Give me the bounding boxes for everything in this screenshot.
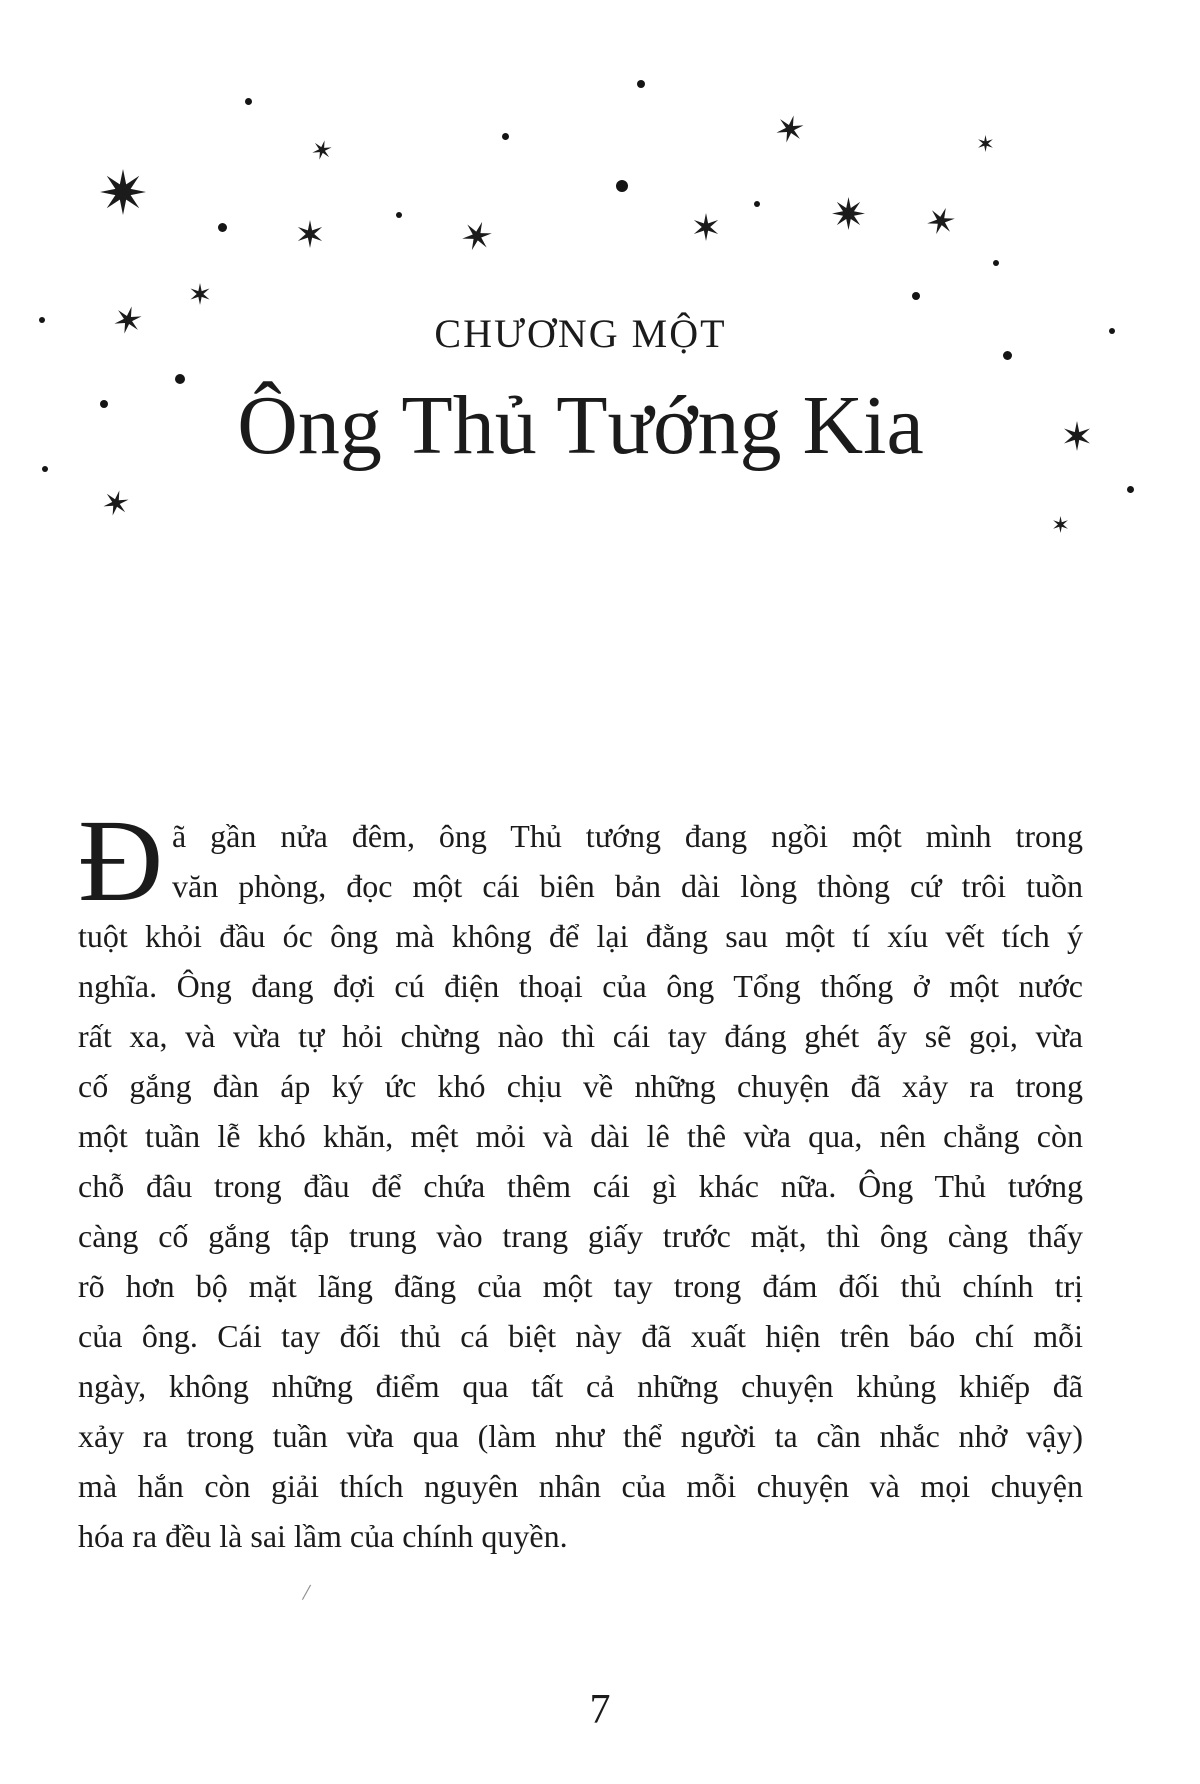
slash-mark: / (300, 1579, 312, 1607)
body-line: nghĩa. Ông đang đợi cú điện thoại của ông Tổng thống ở một nước (78, 968, 1083, 1004)
dot-decoration (1127, 486, 1134, 493)
dot-decoration (993, 260, 999, 266)
dot-decoration (912, 292, 920, 300)
dot-decoration (396, 212, 402, 218)
body-line: của ông. Cái tay đối thủ cá biệt này đã xuất hiện trên báo chí mỗi (78, 1318, 1083, 1354)
body-line: văn phòng, đọc một cái biên bản dài lòng thòng cứ trôi tuồn (172, 868, 1083, 904)
dot-decoration (1109, 328, 1115, 334)
body-line: hóa ra đều là sai lầm của chính quyền. (78, 1518, 568, 1554)
body-line: tuột khỏi đầu óc ông mà không để lại đằng sau một tí xíu vết tích ý (78, 918, 1083, 954)
star-icon (832, 197, 865, 230)
drop-cap: Đ (78, 795, 164, 926)
body-line: một tuần lễ khó khăn, mệt mỏi và dài lê thê vừa qua, nên chẳng còn (78, 1118, 1083, 1154)
page-number: 7 (589, 1687, 611, 1733)
dot-decoration (245, 98, 252, 105)
star-icon (310, 138, 334, 162)
body-line: xảy ra trong tuần vừa qua (làm như thể người ta cần nhắc nhở vậy) (78, 1418, 1083, 1454)
chapter-title: Ông Thủ Tướng Kia (237, 379, 924, 472)
body-line: mà hắn còn giải thích nguyên nhân của mỗi chuyện và mọi chuyện (78, 1468, 1083, 1504)
body-line: càng cố gắng tập trung vào trang giấy trước mặt, thì ông càng thấy (78, 1218, 1083, 1254)
star-icon (100, 169, 146, 215)
star-icon (773, 112, 807, 146)
dot-decoration (754, 201, 760, 207)
star-icon (1052, 516, 1069, 533)
body-line: cố gắng đàn áp ký ức khó chịu về những chuyện đã xảy ra trong (78, 1068, 1083, 1104)
star-icon (692, 213, 720, 241)
star-icon (458, 217, 496, 255)
body-line: rõ hơn bộ mặt lãng đãng của một tay trong đám đối thủ chính trị (78, 1268, 1083, 1304)
star-icon (977, 135, 994, 152)
dot-decoration (637, 80, 645, 88)
body-line: ã gần nửa đêm, ông Thủ tướng đang ngồi một mình trong (172, 818, 1083, 854)
dot-decoration (616, 180, 628, 192)
star-icon (923, 203, 959, 239)
body-line: chỗ đâu trong đầu để chứa thêm cái gì khác nữa. Ông Thủ tướng (78, 1168, 1083, 1204)
dot-decoration (42, 466, 48, 472)
star-icon (296, 220, 324, 248)
dot-decoration (502, 133, 509, 140)
dot-decoration (218, 223, 227, 232)
body-paragraph (78, 795, 1083, 1561)
star-icon (189, 283, 211, 305)
chapter-label: CHƯƠNG MỘT (434, 311, 727, 356)
dot-decoration (39, 317, 45, 323)
body-line: ngày, không những điểm qua tất cả những chuyện khủng khiếp đã (78, 1368, 1083, 1404)
body-line: rất xa, và vừa tự hỏi chừng nào thì cái tay đáng ghét ấy sẽ gọi, vừa (78, 1018, 1083, 1054)
star-icon (100, 487, 132, 519)
